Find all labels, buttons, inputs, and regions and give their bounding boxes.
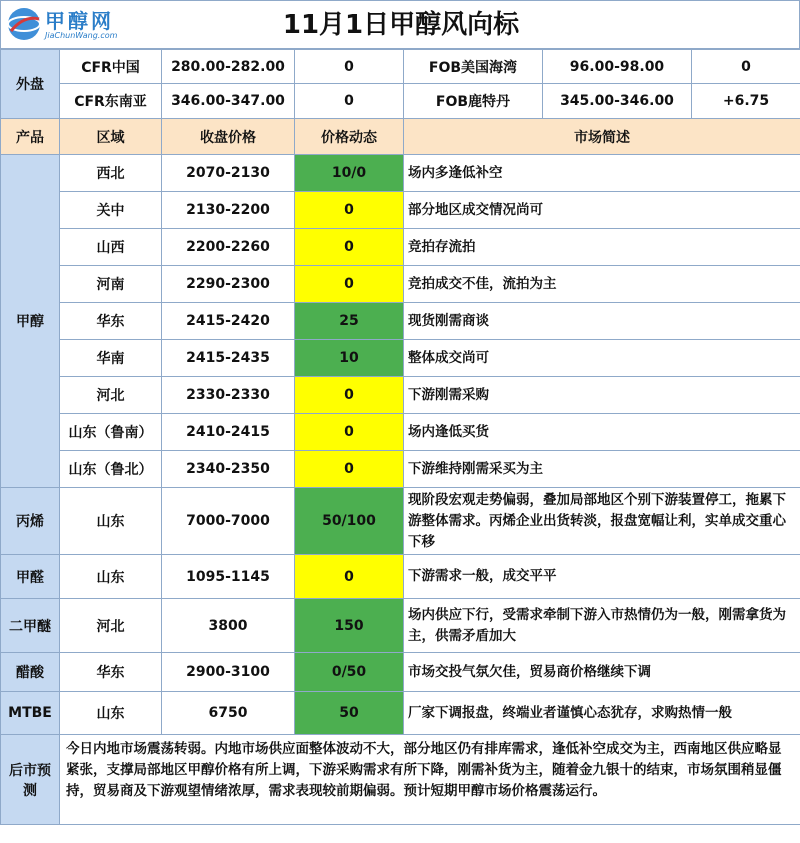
market-change: +6.75 bbox=[692, 84, 800, 119]
price-cell: 2330-2330 bbox=[162, 377, 295, 414]
price-table bbox=[0, 49, 800, 825]
change-cell: 10 bbox=[295, 340, 404, 377]
change-cell: 0 bbox=[295, 377, 404, 414]
price-cell: 2410-2415 bbox=[162, 414, 295, 451]
region-cell: 华东 bbox=[60, 653, 162, 692]
price-cell: 2200-2260 bbox=[162, 229, 295, 266]
region-cell: 华东 bbox=[60, 303, 162, 340]
methanol-row bbox=[1, 451, 800, 488]
summary-cell: 下游维持刚需采买为主 bbox=[404, 451, 800, 488]
page-title: 11月1日甲醇风向标 bbox=[282, 10, 520, 40]
price-cell: 2130-2200 bbox=[162, 192, 295, 229]
product-row bbox=[1, 692, 800, 735]
change-cell: 25 bbox=[295, 303, 404, 340]
summary-cell: 现货刚需商谈 bbox=[404, 303, 800, 340]
methanol-row bbox=[1, 377, 800, 414]
title-row bbox=[0, 0, 800, 49]
change-cell: 0 bbox=[295, 229, 404, 266]
methanol-row bbox=[1, 266, 800, 303]
column-header-product: 产品 bbox=[1, 119, 60, 155]
price-cell: 1095-1145 bbox=[162, 555, 295, 599]
logo-url: JiaChunWang.com bbox=[45, 31, 118, 40]
price-cell: 2340-2350 bbox=[162, 451, 295, 488]
region-cell: 河北 bbox=[60, 599, 162, 653]
region-cell: 河南 bbox=[60, 266, 162, 303]
summary-cell: 市场交投气氛欠佳，贸易商价格继续下调 bbox=[404, 653, 800, 692]
market-name: CFR东南亚 bbox=[60, 84, 162, 119]
column-header-row bbox=[1, 119, 800, 155]
column-header-summary: 市场简述 bbox=[404, 119, 800, 155]
region-cell: 山东（鲁北） bbox=[60, 451, 162, 488]
forecast-label: 后市预测 bbox=[1, 735, 60, 825]
product-label-methanol: 甲醇 bbox=[1, 155, 60, 488]
region-cell: 关中 bbox=[60, 192, 162, 229]
change-cell: 0 bbox=[295, 414, 404, 451]
market-price: 96.00-98.00 bbox=[543, 50, 692, 84]
product-label: 醋酸 bbox=[1, 653, 60, 692]
change-cell: 150 bbox=[295, 599, 404, 653]
product-row bbox=[1, 555, 800, 599]
methanol-row bbox=[1, 229, 800, 266]
summary-cell: 场内供应下行，受需求牵制下游入市热情仍为一般，刚需拿货为主，供需矛盾加大 bbox=[404, 599, 800, 653]
region-cell: 河北 bbox=[60, 377, 162, 414]
product-label: MTBE bbox=[1, 692, 60, 735]
region-cell: 山东（鲁南） bbox=[60, 414, 162, 451]
change-cell: 50/100 bbox=[295, 488, 404, 555]
product-row bbox=[1, 488, 800, 555]
summary-cell: 整体成交尚可 bbox=[404, 340, 800, 377]
change-cell: 50 bbox=[295, 692, 404, 735]
price-cell: 7000-7000 bbox=[162, 488, 295, 555]
product-label: 二甲醚 bbox=[1, 599, 60, 653]
market-price: 345.00-346.00 bbox=[543, 84, 692, 119]
column-header-change: 价格动态 bbox=[295, 119, 404, 155]
product-label: 甲醛 bbox=[1, 555, 60, 599]
price-cell: 2290-2300 bbox=[162, 266, 295, 303]
external-market-row bbox=[1, 50, 800, 84]
region-cell: 山东 bbox=[60, 488, 162, 555]
summary-cell: 场内逢低买货 bbox=[404, 414, 800, 451]
region-cell: 华南 bbox=[60, 340, 162, 377]
summary-cell: 竞拍成交不佳，流拍为主 bbox=[404, 266, 800, 303]
market-name: FOB美国海湾 bbox=[404, 50, 543, 84]
summary-cell: 竞拍存流拍 bbox=[404, 229, 800, 266]
column-header-region: 区域 bbox=[60, 119, 162, 155]
change-cell: 0 bbox=[295, 555, 404, 599]
market-name: CFR中国 bbox=[60, 50, 162, 84]
market-price: 346.00-347.00 bbox=[162, 84, 295, 119]
logo-text: 甲醇网 bbox=[45, 9, 114, 33]
price-cell: 3800 bbox=[162, 599, 295, 653]
price-cell: 6750 bbox=[162, 692, 295, 735]
market-change: 0 bbox=[692, 50, 800, 84]
external-market-row bbox=[1, 84, 800, 119]
region-cell: 山东 bbox=[60, 555, 162, 599]
methanol-row bbox=[1, 414, 800, 451]
change-cell: 10/0 bbox=[295, 155, 404, 192]
summary-cell: 下游需求一般，成交平平 bbox=[404, 555, 800, 599]
forecast-row bbox=[1, 735, 800, 825]
summary-cell: 部分地区成交情况尚可 bbox=[404, 192, 800, 229]
methanol-row bbox=[1, 192, 800, 229]
methanol-row bbox=[1, 155, 800, 192]
product-label: 丙烯 bbox=[1, 488, 60, 555]
external-market-label: 外盘 bbox=[1, 50, 60, 119]
methanol-row bbox=[1, 340, 800, 377]
market-change: 0 bbox=[295, 50, 404, 84]
change-cell: 0 bbox=[295, 451, 404, 488]
price-cell: 2415-2420 bbox=[162, 303, 295, 340]
product-row bbox=[1, 653, 800, 692]
price-cell: 2415-2435 bbox=[162, 340, 295, 377]
market-price: 280.00-282.00 bbox=[162, 50, 295, 84]
summary-cell: 现阶段宏观走势偏弱，叠加局部地区个别下游装置停工，拖累下游整体需求。丙烯企业出货转淡，报盘宽幅让利，实单成交重心下移 bbox=[404, 488, 800, 555]
price-cell: 2900-3100 bbox=[162, 653, 295, 692]
region-cell: 山西 bbox=[60, 229, 162, 266]
change-cell: 0/50 bbox=[295, 653, 404, 692]
market-change: 0 bbox=[295, 84, 404, 119]
change-cell: 0 bbox=[295, 266, 404, 303]
price-cell: 2070-2130 bbox=[162, 155, 295, 192]
methanol-row bbox=[1, 303, 800, 340]
market-name: FOB鹿特丹 bbox=[404, 84, 543, 119]
column-header-price: 收盘价格 bbox=[162, 119, 295, 155]
change-cell: 0 bbox=[295, 192, 404, 229]
forecast-text: 今日内地市场震荡转弱。内地市场供应面整体波动不大，部分地区仍有排库需求，逢低补空成交为主，西南地区供应略显紧张，支撑局部地区甲醇价格有所上调，下游采购需求有所下降，刚需补货为主，随着金九银十的结束，市场氛围稍显僵持，贸易商及下游观望情绪浓厚，需求表现较前期偏弱。预计短期甲醇市场价格震荡运行。 bbox=[60, 735, 800, 825]
summary-cell: 下游刚需采购 bbox=[404, 377, 800, 414]
summary-cell: 厂家下调报盘，终端业者谨慎心态犹存，求购热情一般 bbox=[404, 692, 800, 735]
region-cell: 西北 bbox=[60, 155, 162, 192]
product-row bbox=[1, 599, 800, 653]
region-cell: 山东 bbox=[60, 692, 162, 735]
summary-cell: 场内多逢低补空 bbox=[404, 155, 800, 192]
